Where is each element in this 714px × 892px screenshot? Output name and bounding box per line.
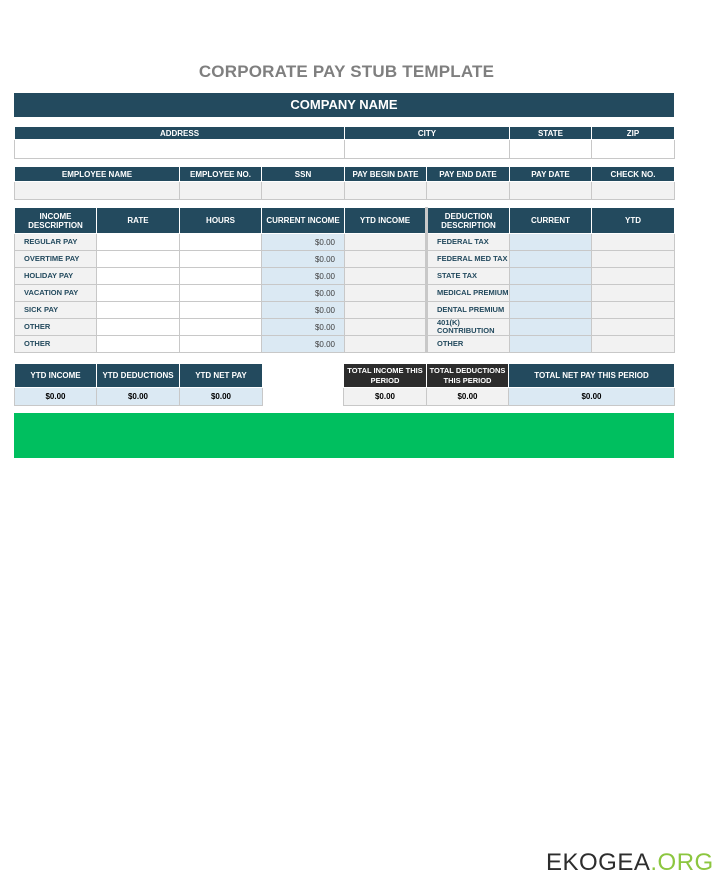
pay-date-header: PAY DATE [510, 167, 592, 182]
ytd-deduction-cell[interactable] [592, 336, 675, 353]
hours-cell[interactable] [180, 302, 262, 319]
green-banner [14, 413, 674, 458]
income-description-cell: OTHER [15, 319, 97, 336]
total-income-period-header: TOTAL INCOME THIS PERIOD [344, 364, 427, 388]
state-header: STATE [510, 127, 592, 140]
zip-field[interactable] [592, 140, 675, 159]
total-deductions-period-header: TOTAL DEDUCTIONS THIS PERIOD [427, 364, 509, 388]
table-row [15, 268, 675, 285]
current-income-cell: $0.00 [262, 302, 345, 319]
logo-main: EKOGEA [546, 849, 651, 876]
city-field[interactable] [345, 140, 510, 159]
current-income-cell: $0.00 [262, 319, 345, 336]
income-description-cell: OVERTIME PAY [15, 251, 97, 268]
table-row [15, 302, 675, 319]
deduction-description-cell: FEDERAL TAX [427, 234, 510, 251]
deduction-description-cell: STATE TAX [427, 268, 510, 285]
hours-header: HOURS [180, 208, 262, 234]
current-deduction-cell[interactable] [510, 268, 592, 285]
ytd-net-pay: $0.00 [180, 388, 263, 406]
ytd-income-cell[interactable] [345, 302, 427, 319]
ytd-deductions-total-header: YTD DEDUCTIONS [97, 364, 180, 388]
rate-cell[interactable] [97, 302, 180, 319]
employee-name-header: EMPLOYEE NAME [15, 167, 180, 182]
table-row [15, 336, 675, 353]
check-no-header: CHECK NO. [592, 167, 675, 182]
ytd-income-total-header: YTD INCOME [15, 364, 97, 388]
current-income-cell: $0.00 [262, 336, 345, 353]
current-deduction-cell[interactable] [510, 234, 592, 251]
company-name-banner[interactable]: COMPANY NAME [14, 93, 674, 117]
rate-cell[interactable] [97, 319, 180, 336]
income-description-cell: REGULAR PAY [15, 234, 97, 251]
rate-cell[interactable] [97, 251, 180, 268]
ssn-field[interactable] [262, 182, 345, 200]
pay-begin-date-field[interactable] [345, 182, 427, 200]
income-description-header: INCOME DESCRIPTION [15, 208, 97, 234]
ytd-deduction-cell[interactable] [592, 302, 675, 319]
ytd-income-cell[interactable] [345, 336, 427, 353]
pay-begin-date-header: PAY BEGIN DATE [345, 167, 427, 182]
income-description-cell: SICK PAY [15, 302, 97, 319]
table-row [15, 251, 675, 268]
ytd-income-total: $0.00 [15, 388, 97, 406]
current-deduction-cell[interactable] [510, 302, 592, 319]
employee-name-field[interactable] [15, 182, 180, 200]
ekogea-logo [546, 849, 714, 877]
current-deduction-cell[interactable] [510, 285, 592, 302]
current-deduction-cell[interactable] [510, 251, 592, 268]
pay-end-date-header: PAY END DATE [427, 167, 510, 182]
deduction-description-cell: DENTAL PREMIUM [427, 302, 510, 319]
deduction-description-cell: MEDICAL PREMIUM [427, 285, 510, 302]
hours-cell[interactable] [180, 319, 262, 336]
current-income-cell: $0.00 [262, 251, 345, 268]
table-row [15, 319, 675, 336]
total-income-period: $0.00 [344, 388, 427, 406]
ssn-header: SSN [262, 167, 345, 182]
ytd-deduction-cell[interactable] [592, 234, 675, 251]
current-income-header: CURRENT INCOME [262, 208, 345, 234]
current-deduction-cell[interactable] [510, 319, 592, 336]
ytd-net-pay-header: YTD NET PAY [180, 364, 263, 388]
current-income-cell: $0.00 [262, 285, 345, 302]
ytd-deduction-cell[interactable] [592, 285, 675, 302]
address-header: ADDRESS [15, 127, 345, 140]
check-no-field[interactable] [592, 182, 675, 200]
hours-cell[interactable] [180, 285, 262, 302]
rate-header: RATE [97, 208, 180, 234]
hours-cell[interactable] [180, 234, 262, 251]
income-description-cell: HOLIDAY PAY [15, 268, 97, 285]
period-summary-table [343, 363, 675, 406]
current-income-cell: $0.00 [262, 234, 345, 251]
zip-header: ZIP [592, 127, 675, 140]
total-net-pay-period: $0.00 [509, 388, 675, 406]
hours-cell[interactable] [180, 268, 262, 285]
employee-table [14, 166, 675, 200]
table-row [15, 285, 675, 302]
hours-cell[interactable] [180, 336, 262, 353]
address-table [14, 126, 675, 159]
rate-cell[interactable] [97, 285, 180, 302]
current-deduction-header: CURRENT [510, 208, 592, 234]
ytd-income-cell[interactable] [345, 251, 427, 268]
ytd-income-cell[interactable] [345, 285, 427, 302]
page-title: CORPORATE PAY STUB TEMPLATE [198, 62, 495, 81]
total-deductions-period: $0.00 [427, 388, 509, 406]
hours-cell[interactable] [180, 251, 262, 268]
ytd-deduction-cell[interactable] [592, 319, 675, 336]
ytd-deduction-cell[interactable] [592, 268, 675, 285]
address-field[interactable] [15, 140, 345, 159]
pay-date-field[interactable] [510, 182, 592, 200]
deduction-description-cell: 401(K) CONTRIBUTION [427, 319, 510, 336]
pay-end-date-field[interactable] [427, 182, 510, 200]
ytd-income-cell[interactable] [345, 268, 427, 285]
ytd-income-cell[interactable] [345, 234, 427, 251]
current-income-cell: $0.00 [262, 268, 345, 285]
income-description-cell: VACATION PAY [15, 285, 97, 302]
ytd-income-cell[interactable] [345, 319, 427, 336]
employee-no-header: EMPLOYEE NO. [180, 167, 262, 182]
ytd-income-header: YTD INCOME [345, 208, 427, 234]
deduction-description-cell: FEDERAL MED TAX [427, 251, 510, 268]
income-description-cell: OTHER [15, 336, 97, 353]
rate-cell[interactable] [97, 268, 180, 285]
deduction-description-header: DEDUCTION DESCRIPTION [427, 208, 510, 234]
total-net-pay-period-header: TOTAL NET PAY THIS PERIOD [509, 364, 675, 388]
ytd-summary-table [14, 363, 263, 406]
rate-cell[interactable] [97, 336, 180, 353]
ytd-deduction-header: YTD [592, 208, 675, 234]
table-row [15, 234, 675, 251]
logo-suffix: .ORG [650, 849, 714, 876]
ytd-deductions-total: $0.00 [97, 388, 180, 406]
deduction-description-cell: OTHER [427, 336, 510, 353]
current-deduction-cell[interactable] [510, 336, 592, 353]
rate-cell[interactable] [97, 234, 180, 251]
state-field[interactable] [510, 140, 592, 159]
earnings-table [14, 207, 675, 353]
employee-no-field[interactable] [180, 182, 262, 200]
city-header: CITY [345, 127, 510, 140]
ytd-deduction-cell[interactable] [592, 251, 675, 268]
